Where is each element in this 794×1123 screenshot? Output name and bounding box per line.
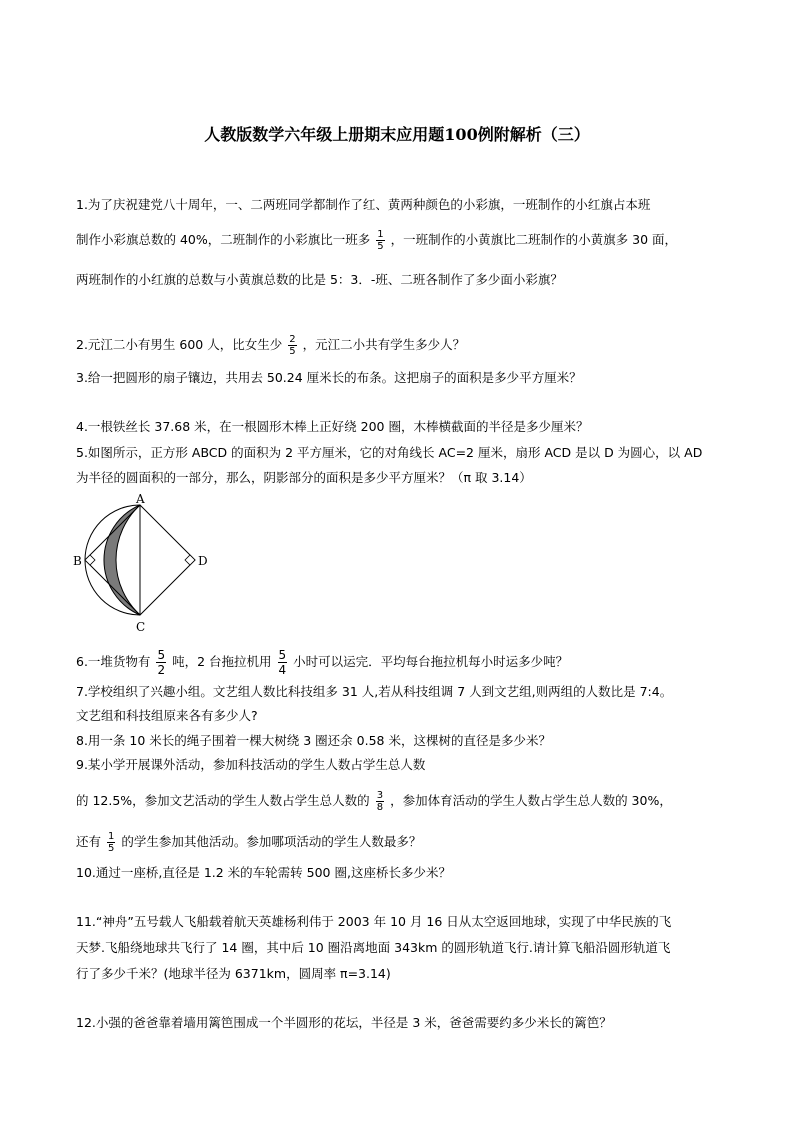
fraction-numerator: 5 <box>157 648 166 662</box>
question-9-line-3 <box>76 831 421 854</box>
question-9-line-1: 9.某小学开展课外活动，参加科技活动的学生人数占学生总人数 <box>76 757 426 772</box>
shaded-region <box>104 505 140 615</box>
question-7-line-1: 7.学校组织了兴趣小组。文艺组人数比科技组多 31 人,若从科技组调 7 人到文艺组,则两组的人数比是 7:4。 <box>76 684 673 699</box>
label-b: B <box>73 554 82 568</box>
question-1-line-3: 两班制作的小红旗的总数与小黄旗总数的比是 5：3．-班、二班各制作了多少面小彩旗？ <box>76 272 563 287</box>
question-2 <box>76 334 465 357</box>
point-b-mark <box>85 555 95 565</box>
question-5-line-2: 为半径的圆面积的一部分，那么，阴影部分的面积是多少平方厘米？（π 取 3.14） <box>76 470 532 485</box>
question-1-text-b: ，一班制作的小黄旗比二班制作的小黄旗多 30 面， <box>390 232 677 247</box>
question-2-text-a: 2.元江二小有男生 600 人，比女生少 <box>76 337 283 352</box>
label-a: A <box>136 493 145 506</box>
geometry-figure <box>70 493 220 635</box>
question-9-text-b: ，参加体育活动的学生人数占学生总人数的 30%， <box>390 793 672 808</box>
question-1-text-a: 制作小彩旗总数的 40%，二班制作的小彩旗比一班多 <box>76 232 371 247</box>
question-1-line-2 <box>76 229 677 252</box>
question-3: 3.给一把圆形的扇子镶边，共用去 50.24 厘米长的布条。这把扇子的面积是多少平方厘米？ <box>76 370 582 385</box>
question-6 <box>76 648 568 677</box>
question-9-text-a: 的 12.5%，参加文艺活动的学生人数占学生总人数的 <box>76 793 370 808</box>
fraction-denominator: 2 <box>157 663 166 677</box>
fraction-numerator: 2 <box>289 334 296 345</box>
question-11-line-3: 行了多少千米？(地球半径为 6371km，圆周率 π=3.14) <box>76 966 391 981</box>
fraction-denominator: 8 <box>376 802 384 813</box>
point-d-mark <box>185 555 195 565</box>
fraction-denominator: 5 <box>289 346 296 357</box>
question-1-line-1: 1.为了庆祝建党八十周年，一、二两班同学都制作了红、黄两种颜色的小彩旗，一班制作的小红旗占本班 <box>76 197 651 212</box>
question-11-line-1: 11.“神舟”五号载人飞船载着航天英雄杨利伟于 2003 年 10 月 16 日从太空返回地球，实现了中华民族的飞 <box>76 914 672 929</box>
question-6-text-a: 6.一堆货物有 <box>76 654 151 669</box>
fraction-five-quarters <box>278 648 288 677</box>
fraction-one-fifth <box>376 229 384 252</box>
fraction-denominator: 5 <box>377 241 384 252</box>
label-d: D <box>198 554 208 568</box>
question-9-line-2 <box>76 790 672 813</box>
question-6-text-b: 吨，2 台拖拉机用 <box>172 654 272 669</box>
fraction-numerator: 5 <box>278 648 287 662</box>
label-c: C <box>136 620 146 634</box>
question-9-text-d: 的学生参加其他活动。参加哪项活动的学生人数最多？ <box>121 834 422 849</box>
question-7-line-2: 文艺组和科技组原来各有多少人? <box>76 708 258 723</box>
fraction-numerator: 3 <box>376 790 384 801</box>
question-12: 12.小强的爸爸靠着墙用篱笆围成一个半圆形的花坛，半径是 3 米，爸爸需要约多少米长的篱笆？ <box>76 1015 612 1030</box>
fraction-numerator: 1 <box>108 831 115 842</box>
question-4: 4.一根铁丝长 37.68 米，在一根圆形木棒上正好绕 200 圈，木棒横截面的半径是多少厘米？ <box>76 419 589 434</box>
fraction-two-fifths <box>288 334 296 357</box>
fraction-one-fifth-2 <box>107 831 115 854</box>
question-2-text-b: ，元江二小共有学生多少人？ <box>302 337 466 352</box>
fraction-denominator: 4 <box>278 663 287 677</box>
fraction-denominator: 5 <box>108 843 115 854</box>
question-9-text-c: 还有 <box>76 834 102 849</box>
question-5-line-1: 5.如图所示，正方形 ABCD 的面积为 2 平方厘米，它的对角线长 AC=2 厘米，扇形 ACD 是以 D 为圆心，以 AD <box>76 445 703 460</box>
fraction-three-eighths <box>376 790 384 813</box>
fraction-five-halves <box>156 648 166 677</box>
question-6-text-c: 小时可以运完．平均每台拖拉机每小时运多少吨？ <box>293 654 569 669</box>
document-title: 人教版数学六年级上册期末应用题100例附解析（三） <box>204 125 590 144</box>
question-8: 8.用一条 10 米长的绳子围着一棵大树绕 3 圈还余 0.58 米，这棵树的直径是多少米？ <box>76 733 551 748</box>
question-11-line-2: 天梦.飞船绕地球共飞行了 14 圈，其中后 10 圈沿离地面 343km 的圆形轨道飞行.请计算飞船沿圆形轨道飞 <box>76 940 671 955</box>
fraction-numerator: 1 <box>377 229 384 240</box>
question-10: 10.通过一座桥,直径是 1.2 米的车轮需转 500 圈,这座桥长多少米？ <box>76 865 451 880</box>
